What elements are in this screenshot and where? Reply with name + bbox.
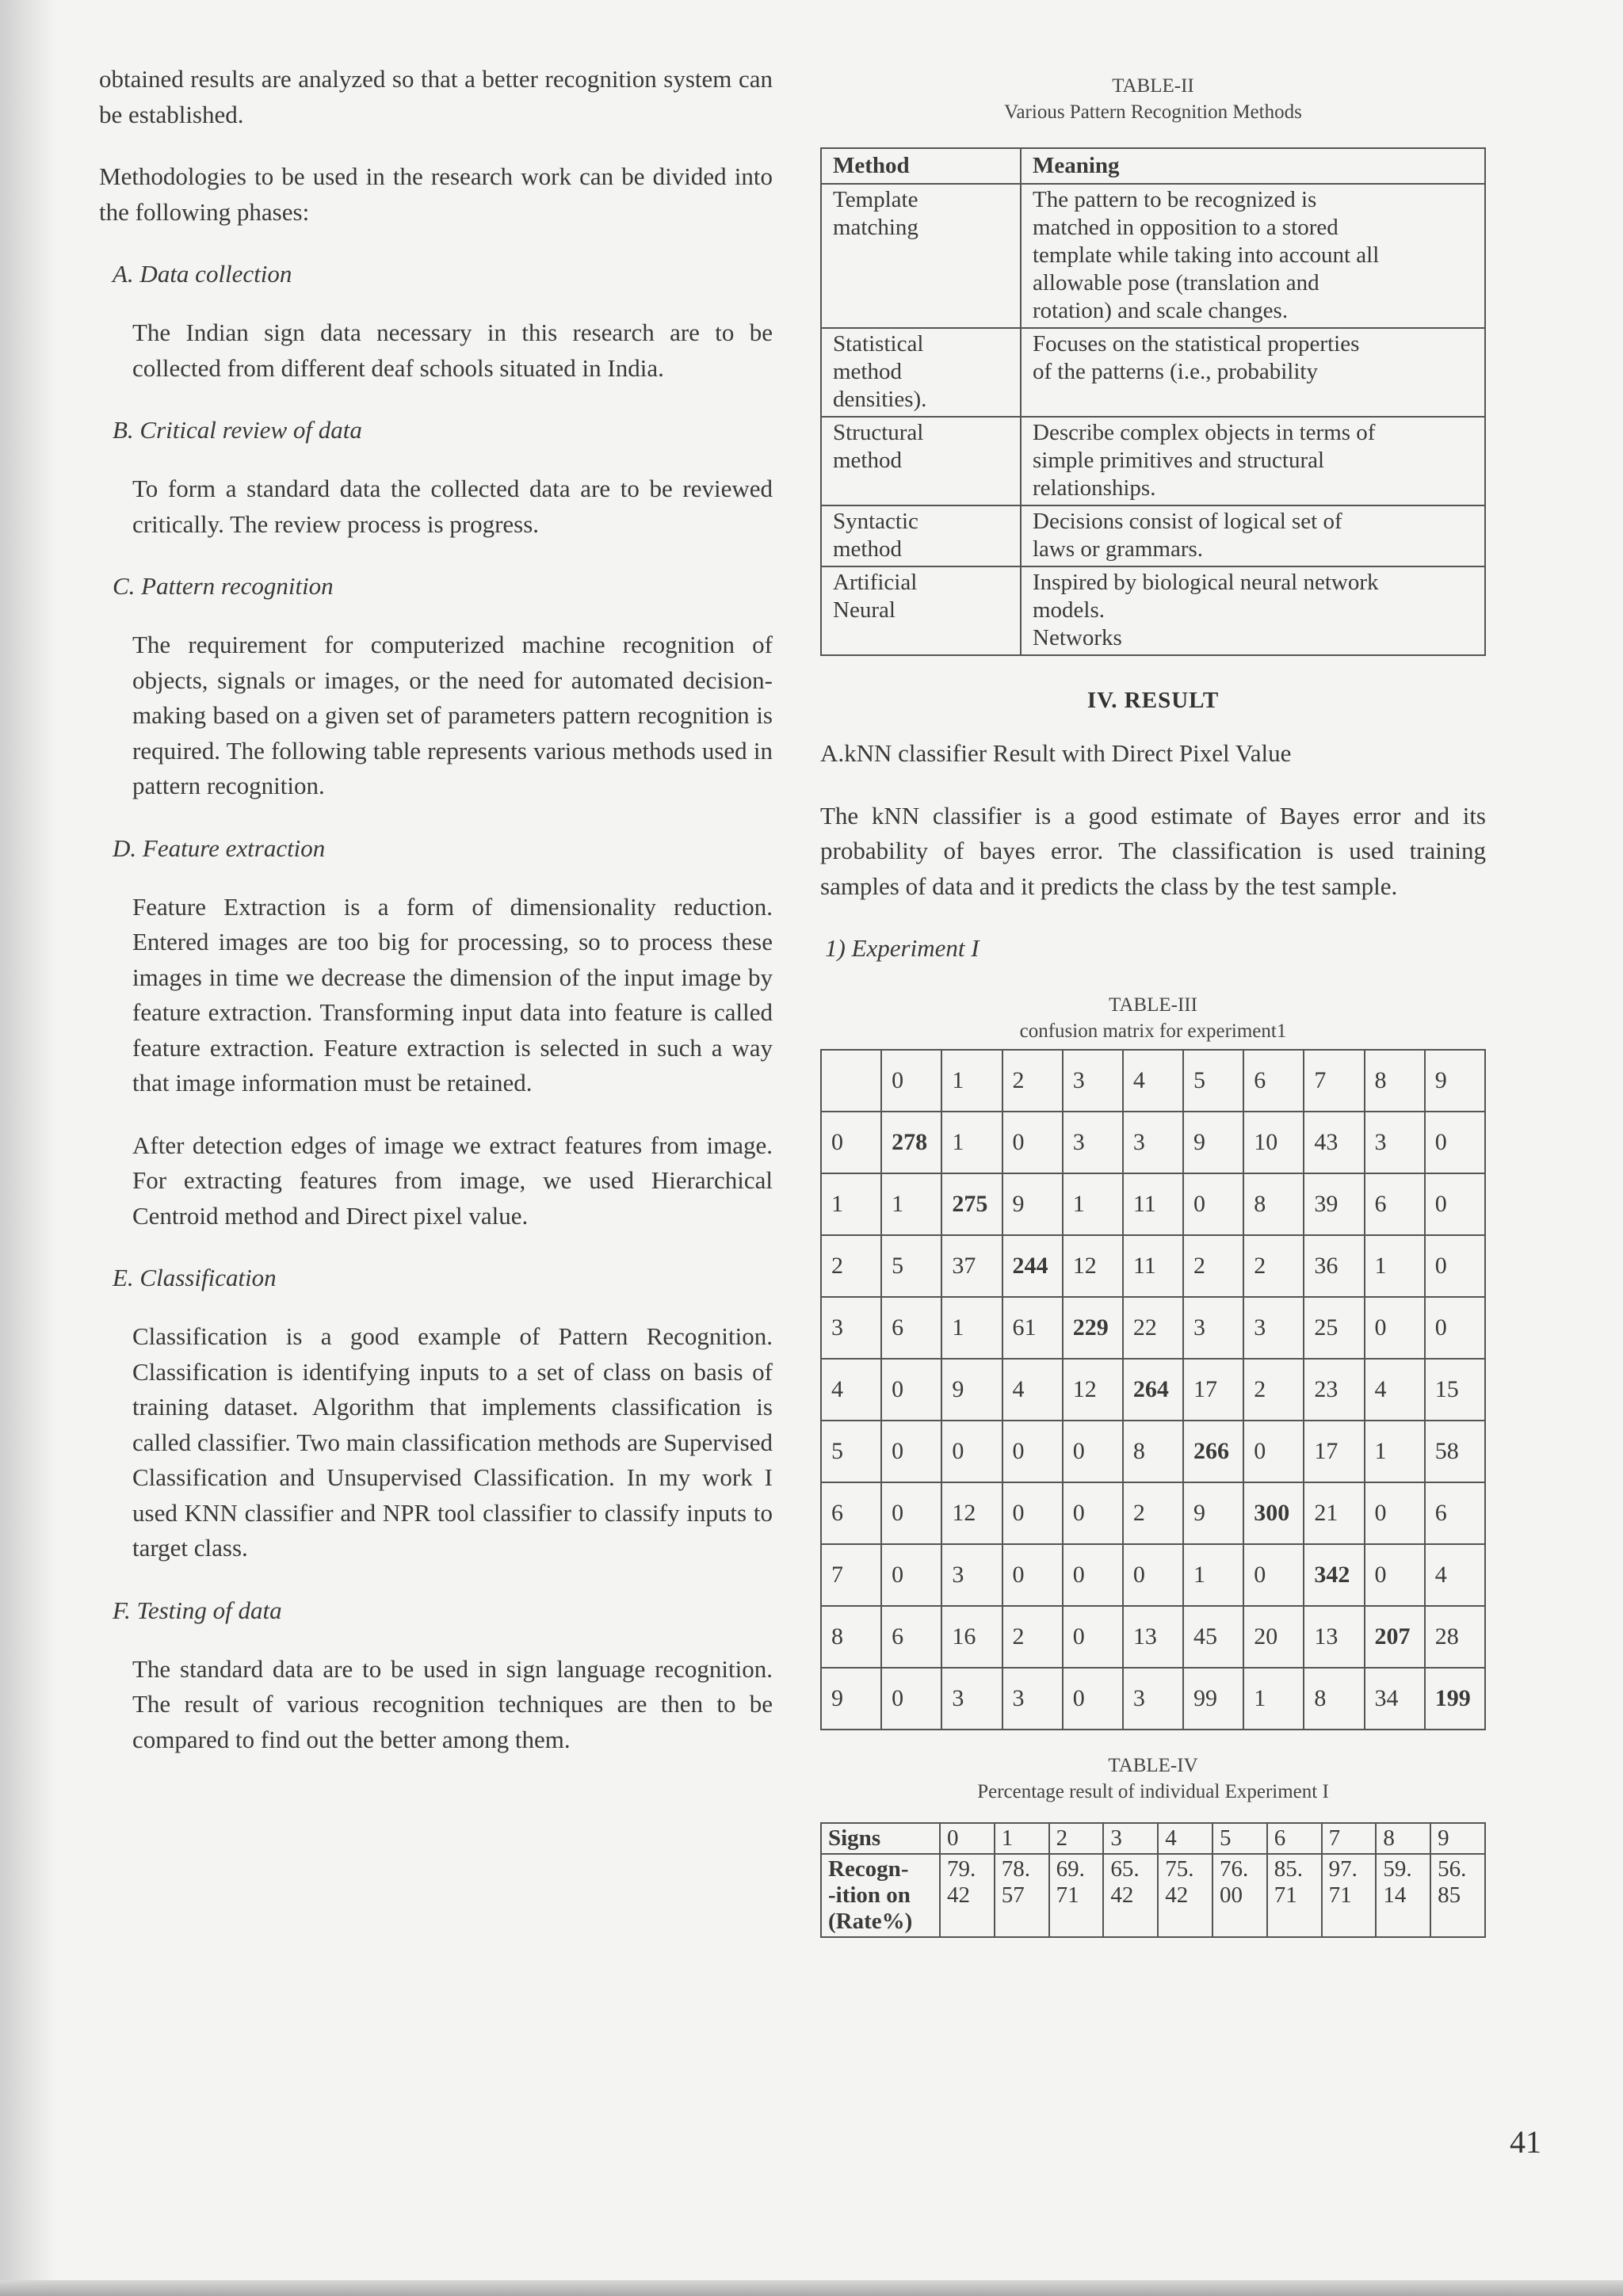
- confusion-header-cell: 8: [1365, 1050, 1425, 1112]
- confusion-row-label: 3: [821, 1297, 881, 1359]
- method-cell: [821, 505, 1021, 566]
- rate-part: 42: [1165, 1882, 1189, 1908]
- confusion-header-cell: 2: [1002, 1050, 1063, 1112]
- confusion-row: [821, 1359, 1485, 1421]
- confusion-cell: 16: [941, 1606, 1002, 1668]
- confusion-cell: 0: [1243, 1421, 1304, 1482]
- confusion-cell: 6: [1425, 1482, 1485, 1544]
- meaning-line: allowable pose (translation and: [1033, 270, 1319, 296]
- subsection-paragraph: The standard data are to be used in sign language recognition. The result of various recognition techniques are then to be compared to find out the better among them.: [132, 1654, 773, 1753]
- confusion-cell: 2: [1123, 1482, 1183, 1544]
- confusion-cell: 21: [1304, 1482, 1364, 1544]
- confusion-cell: 3: [1063, 1112, 1123, 1173]
- table2-header-row: [821, 148, 1485, 184]
- confusion-cell: 2: [1183, 1235, 1243, 1297]
- meaning-line: rotation) and scale changes.: [1033, 298, 1289, 323]
- confusion-cell: 0: [881, 1421, 941, 1482]
- confusion-row: [821, 1421, 1485, 1482]
- methodology-paragraph: Methodologies to be used in the research work can be divided into the following phases:: [99, 162, 773, 226]
- rate-cell: [995, 1854, 1049, 1937]
- confusion-header-cell: 3: [1063, 1050, 1123, 1112]
- page-number: 41: [1510, 2124, 1541, 2160]
- confusion-cell: 0: [1365, 1297, 1425, 1359]
- confusion-cell: 0: [1365, 1482, 1425, 1544]
- subsection-paragraph: The Indian sign data necessary in this research are to be collected from different deaf schools situated in India.: [132, 318, 773, 382]
- confusion-cell: 4: [1425, 1544, 1485, 1606]
- confusion-cell: 0: [1002, 1112, 1063, 1173]
- confusion-cell: 199: [1425, 1668, 1485, 1730]
- rate-label-line: Recogn-: [828, 1855, 909, 1882]
- confusion-cell: 6: [881, 1606, 941, 1668]
- page-edge-shadow: [0, 0, 55, 2296]
- rate-part: 00: [1219, 1882, 1243, 1908]
- meaning-line: models.: [1033, 597, 1106, 623]
- confusion-cell: 23: [1304, 1359, 1364, 1421]
- rate-part: 85.: [1274, 1855, 1304, 1882]
- confusion-cell: 0: [1063, 1544, 1123, 1606]
- confusion-cell: 0: [1063, 1606, 1123, 1668]
- table2-row: [821, 505, 1485, 566]
- confusion-cell: 0: [1002, 1421, 1063, 1482]
- rate-header-row: [821, 1823, 1485, 1854]
- confusion-cell: 264: [1123, 1359, 1183, 1421]
- confusion-cell: 9: [941, 1359, 1002, 1421]
- subsection-heading: D. Feature extraction: [113, 833, 326, 862]
- table2-title: Various Pattern Recognition Methods: [1004, 101, 1302, 123]
- experiment-heading: 1) Experiment I: [825, 934, 980, 962]
- confusion-cell: 11: [1123, 1173, 1183, 1235]
- table2-label: TABLE-II: [1112, 75, 1194, 97]
- rate-part: 57: [1001, 1882, 1025, 1908]
- rate-part: 42: [947, 1882, 970, 1908]
- rate-part: 71: [1056, 1882, 1079, 1908]
- meaning-line: matched in opposition to a stored: [1033, 215, 1338, 240]
- sign-cell: 2: [1049, 1823, 1104, 1854]
- meaning-cell: [1021, 328, 1485, 417]
- confusion-cell: 10: [1243, 1112, 1304, 1173]
- subsection-paragraph: The requirement for computerized machine recognition of objects, signals or images, or the need for automated decision-making based on a given set of parameters pattern recognition is required. The following table represents various methods used in pattern recognition.: [132, 631, 773, 799]
- rate-cell: [1158, 1854, 1212, 1937]
- confusion-cell: 11: [1123, 1235, 1183, 1297]
- rate-cell: [1376, 1854, 1430, 1937]
- confusion-cell: 2: [1243, 1235, 1304, 1297]
- recognition-rate-table: [820, 1822, 1486, 1938]
- meaning-line: Decisions consist of logical set of: [1033, 509, 1342, 534]
- confusion-cell: 278: [881, 1112, 941, 1173]
- confusion-cell: 45: [1183, 1606, 1243, 1668]
- confusion-cell: 39: [1304, 1173, 1364, 1235]
- confusion-cell: 3: [941, 1544, 1002, 1606]
- confusion-cell: 37: [941, 1235, 1002, 1297]
- method-line: Structural: [833, 420, 924, 445]
- rate-part: 97.: [1328, 1855, 1358, 1882]
- method-cell: [821, 328, 1021, 417]
- confusion-cell: 0: [1063, 1668, 1123, 1730]
- table2-row: [821, 184, 1485, 328]
- confusion-cell: 229: [1063, 1297, 1123, 1359]
- result-section-title: IV. RESULT: [1086, 688, 1220, 713]
- table3-label: TABLE-III: [1109, 994, 1197, 1016]
- method-line: method: [833, 359, 902, 384]
- confusion-cell: 1: [941, 1297, 1002, 1359]
- rate-part: 69.: [1056, 1855, 1085, 1882]
- knn-subsection-title: A.kNN classifier Result with Direct Pixel Value: [820, 739, 1292, 767]
- rate-part: 78.: [1001, 1855, 1031, 1882]
- confusion-cell: 0: [1183, 1173, 1243, 1235]
- sign-cell: 7: [1322, 1823, 1377, 1854]
- confusion-cell: 1: [881, 1173, 941, 1235]
- confusion-row: [821, 1112, 1485, 1173]
- method-cell: [821, 566, 1021, 655]
- confusion-row-label: 5: [821, 1421, 881, 1482]
- confusion-cell: 1: [941, 1112, 1002, 1173]
- sign-cell: 4: [1158, 1823, 1212, 1854]
- rate-part: 42: [1110, 1882, 1134, 1908]
- meaning-line: Networks: [1033, 625, 1122, 650]
- confusion-row-label: 8: [821, 1606, 881, 1668]
- confusion-cell: 3: [1123, 1668, 1183, 1730]
- method-cell: [821, 417, 1021, 505]
- meaning-line: Focuses on the statistical properties: [1033, 331, 1360, 357]
- confusion-cell: 1: [1063, 1173, 1123, 1235]
- confusion-cell: 9: [1183, 1112, 1243, 1173]
- confusion-cell: 300: [1243, 1482, 1304, 1544]
- rate-label-line: -ition on: [828, 1882, 911, 1908]
- rate-part: 79.: [947, 1855, 976, 1882]
- rate-cell: [1049, 1854, 1104, 1937]
- meaning-cell: [1021, 184, 1485, 328]
- confusion-cell: 0: [1425, 1112, 1485, 1173]
- confusion-cell: 13: [1123, 1606, 1183, 1668]
- confusion-cell: 266: [1183, 1421, 1243, 1482]
- meaning-cell: [1021, 417, 1485, 505]
- method-line: Neural: [833, 597, 896, 623]
- confusion-cell: 3: [1002, 1668, 1063, 1730]
- methodology-subsections: [99, 257, 773, 1757]
- meaning-cell: [1021, 505, 1485, 566]
- confusion-row: [821, 1668, 1485, 1730]
- confusion-cell: 0: [1365, 1544, 1425, 1606]
- table2-header-method: Method: [821, 148, 1021, 184]
- meaning-line: Describe complex objects in terms of: [1033, 420, 1376, 445]
- sign-cell: 8: [1376, 1823, 1430, 1854]
- confusion-cell: 0: [1123, 1544, 1183, 1606]
- confusion-cell: 0: [1063, 1482, 1123, 1544]
- confusion-cell: 0: [1425, 1173, 1485, 1235]
- method-line: Syntactic: [833, 509, 918, 534]
- confusion-row: [821, 1235, 1485, 1297]
- subsection-paragraph: Classification is a good example of Pattern Recognition. Classification is identifying inputs to a set of class on basis of training dataset. Algorithm that implements classification is called classifier. Two main classification methods are Supervised Classification and Unsupervised Classification. In my work I used KNN classifier and NPR tool classifier to classify inputs to target class.: [132, 1322, 773, 1562]
- confusion-cell: 9: [1002, 1173, 1063, 1235]
- method-line: method: [833, 448, 902, 473]
- intro-paragraph: obtained results are analyzed so that a better recognition system can be established.: [99, 65, 773, 128]
- confusion-cell: 28: [1425, 1606, 1485, 1668]
- rate-row: [821, 1854, 1485, 1937]
- confusion-header-cell: 7: [1304, 1050, 1364, 1112]
- confusion-cell: 1: [1365, 1421, 1425, 1482]
- meaning-line: simple primitives and structural: [1033, 448, 1325, 473]
- confusion-matrix-table: [820, 1049, 1486, 1730]
- confusion-cell: 0: [1425, 1235, 1485, 1297]
- confusion-cell: 20: [1243, 1606, 1304, 1668]
- confusion-header-row: [821, 1050, 1485, 1112]
- confusion-cell: 3: [1183, 1297, 1243, 1359]
- subsection-heading: E. Classification: [113, 1264, 277, 1291]
- knn-paragraph: The kNN classifier is a good estimate of Bayes error and its probability of bayes error. The classification is used training samples of data and it predicts the class by the test sample.: [820, 801, 1486, 900]
- rate-cell: [1212, 1854, 1267, 1937]
- confusion-cell: 22: [1123, 1297, 1183, 1359]
- meaning-cell: [1021, 566, 1485, 655]
- rate-cell: [1267, 1854, 1322, 1937]
- method-line: Statistical: [833, 331, 924, 357]
- confusion-row-label: 2: [821, 1235, 881, 1297]
- meaning-line: laws or grammars.: [1033, 536, 1204, 562]
- confusion-cell: 0: [941, 1421, 1002, 1482]
- sign-cell: 0: [940, 1823, 995, 1854]
- confusion-cell: 0: [1243, 1544, 1304, 1606]
- confusion-cell: 0: [1425, 1297, 1485, 1359]
- confusion-cell: 12: [941, 1482, 1002, 1544]
- rate-cell: [1322, 1854, 1377, 1937]
- sign-cell: 5: [1212, 1823, 1267, 1854]
- method-line: matching: [833, 215, 918, 240]
- confusion-row: [821, 1297, 1485, 1359]
- confusion-row: [821, 1544, 1485, 1606]
- subsection-heading: F. Testing of data: [113, 1596, 282, 1624]
- confusion-header-cell: 0: [881, 1050, 941, 1112]
- confusion-cell: 58: [1425, 1421, 1485, 1482]
- confusion-cell: 0: [1063, 1421, 1123, 1482]
- confusion-cell: 0: [881, 1544, 941, 1606]
- confusion-cell: 34: [1365, 1668, 1425, 1730]
- confusion-cell: 1: [1365, 1235, 1425, 1297]
- table2-row: [821, 328, 1485, 417]
- table3-title: confusion matrix for experiment1: [1019, 1020, 1287, 1042]
- table4-title: Percentage result of individual Experiment I: [977, 1780, 1329, 1802]
- rate-cell: [940, 1854, 995, 1937]
- confusion-header-cell: 9: [1425, 1050, 1485, 1112]
- confusion-row: [821, 1173, 1485, 1235]
- scan-bottom-edge: [0, 2280, 1623, 2296]
- confusion-cell: 25: [1304, 1297, 1364, 1359]
- subsection-heading: C. Pattern recognition: [113, 572, 334, 600]
- confusion-cell: 13: [1304, 1606, 1364, 1668]
- subsection-heading: A. Data collection: [113, 260, 292, 288]
- confusion-cell: 207: [1365, 1606, 1425, 1668]
- confusion-cell: 43: [1304, 1112, 1364, 1173]
- confusion-cell: 12: [1063, 1235, 1123, 1297]
- subsection-paragraph: After detection edges of image we extract features from image. For extracting features from image, we used Hierarchical Centroid method and Direct pixel value.: [132, 1131, 773, 1230]
- confusion-cell: 5: [881, 1235, 941, 1297]
- confusion-cell: 12: [1063, 1359, 1123, 1421]
- rate-part: 65.: [1110, 1855, 1140, 1882]
- table2-row: [821, 566, 1485, 655]
- confusion-cell: 1: [1243, 1668, 1304, 1730]
- confusion-cell: 15: [1425, 1359, 1485, 1421]
- confusion-row-label: 7: [821, 1544, 881, 1606]
- confusion-cell: 61: [1002, 1297, 1063, 1359]
- sign-cell: 3: [1103, 1823, 1158, 1854]
- confusion-row-label: 6: [821, 1482, 881, 1544]
- method-cell: [821, 184, 1021, 328]
- confusion-cell: 2: [1243, 1359, 1304, 1421]
- rate-cell: [1430, 1854, 1485, 1937]
- rate-part: 59.: [1383, 1855, 1412, 1882]
- sign-cell: 1: [995, 1823, 1049, 1854]
- rate-part: 71: [1328, 1882, 1352, 1908]
- method-line: densities).: [833, 387, 927, 412]
- confusion-cell: 342: [1304, 1544, 1364, 1606]
- rate-part: 71: [1274, 1882, 1297, 1908]
- confusion-cell: 8: [1123, 1421, 1183, 1482]
- confusion-cell: 3: [1243, 1297, 1304, 1359]
- confusion-header-cell: 1: [941, 1050, 1002, 1112]
- meaning-line: The pattern to be recognized is: [1033, 187, 1317, 212]
- confusion-cell: 4: [1365, 1359, 1425, 1421]
- confusion-header-cell: [821, 1050, 881, 1112]
- confusion-cell: 0: [1002, 1482, 1063, 1544]
- rate-part: 56.: [1438, 1855, 1467, 1882]
- confusion-cell: 0: [881, 1668, 941, 1730]
- meaning-line: template while taking into account all: [1033, 242, 1380, 268]
- table2-header-meaning: Meaning: [1021, 148, 1485, 184]
- sign-cell: 9: [1430, 1823, 1485, 1854]
- table2-row: [821, 417, 1485, 505]
- confusion-cell: 99: [1183, 1668, 1243, 1730]
- method-line: Template: [833, 187, 918, 212]
- confusion-row-label: 4: [821, 1359, 881, 1421]
- right-column: [820, 73, 1486, 1938]
- confusion-cell: 3: [1365, 1112, 1425, 1173]
- meaning-line: relationships.: [1033, 475, 1156, 501]
- confusion-cell: 0: [881, 1359, 941, 1421]
- confusion-cell: 9: [1183, 1482, 1243, 1544]
- subsection-heading: B. Critical review of data: [113, 416, 362, 444]
- rate-row-label: [821, 1854, 940, 1937]
- confusion-cell: 275: [941, 1173, 1002, 1235]
- confusion-row: [821, 1482, 1485, 1544]
- rate-part: 85: [1438, 1882, 1461, 1908]
- confusion-cell: 8: [1304, 1668, 1364, 1730]
- confusion-cell: 0: [1002, 1544, 1063, 1606]
- confusion-header-cell: 4: [1123, 1050, 1183, 1112]
- meaning-line: Inspired by biological neural network: [1033, 570, 1379, 595]
- rate-part: 75.: [1165, 1855, 1194, 1882]
- confusion-cell: 17: [1183, 1359, 1243, 1421]
- confusion-row-label: 1: [821, 1173, 881, 1235]
- confusion-cell: 6: [881, 1297, 941, 1359]
- rate-cell: [1103, 1854, 1158, 1937]
- table4-label: TABLE-IV: [1108, 1754, 1198, 1776]
- left-column: [99, 62, 773, 1784]
- confusion-row-label: 0: [821, 1112, 881, 1173]
- confusion-cell: 36: [1304, 1235, 1364, 1297]
- confusion-header-cell: 5: [1183, 1050, 1243, 1112]
- confusion-cell: 0: [881, 1482, 941, 1544]
- confusion-cell: 244: [1002, 1235, 1063, 1297]
- rate-label-line: (Rate%): [828, 1908, 913, 1934]
- confusion-cell: 2: [1002, 1606, 1063, 1668]
- confusion-cell: 3: [941, 1668, 1002, 1730]
- confusion-cell: 17: [1304, 1421, 1364, 1482]
- rate-part: 14: [1383, 1882, 1407, 1908]
- subsection-paragraph: Feature Extraction is a form of dimensionality reduction. Entered images are too big for processing, so to process these images in time we decrease the dimension of the input image by feature extraction. Transforming input data into feature is called feature extraction. Feature extraction is selected in such a way that image information must be retained.: [132, 892, 773, 1097]
- confusion-header-cell: 6: [1243, 1050, 1304, 1112]
- confusion-cell: 4: [1002, 1359, 1063, 1421]
- subsection-paragraph: To form a standard data the collected data are to be reviewed critically. The review process is progress.: [132, 475, 773, 538]
- method-line: method: [833, 536, 902, 562]
- confusion-cell: 6: [1365, 1173, 1425, 1235]
- confusion-row: [821, 1606, 1485, 1668]
- confusion-cell: 3: [1123, 1112, 1183, 1173]
- meaning-line: of the patterns (i.e., probability: [1033, 359, 1318, 384]
- confusion-row-label: 9: [821, 1668, 881, 1730]
- rate-part: 76.: [1219, 1855, 1249, 1882]
- confusion-cell: 1: [1183, 1544, 1243, 1606]
- method-line: Artificial: [833, 570, 918, 595]
- signs-label: Signs: [821, 1823, 940, 1854]
- sign-cell: 6: [1267, 1823, 1322, 1854]
- confusion-cell: 8: [1243, 1173, 1304, 1235]
- pattern-recognition-methods-table: [820, 147, 1486, 656]
